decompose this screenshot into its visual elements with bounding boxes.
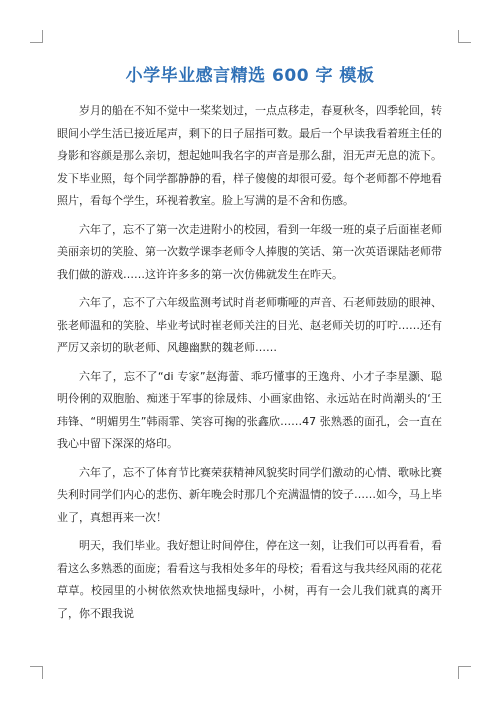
paragraph: 六年了，忘不了第一次走进附小的校园，看到一年级一班的桌子后面崔老师美丽亲切的笑脸、第一次数学课李老师令人捧腹的笑话、第一次英语课陆老师带我们做的游戏……这许许多多的第一次仿佛就发生在昨天。 <box>57 222 442 281</box>
paragraph: 六年了，忘不了“di 专家”赵海蕾、乖巧懂事的王逸舟、小才子李星灏、聪明伶俐的双胞胎、痴迷于军事的徐晟炜、小画家曲铭、永远站在时尚潮头的‘王玮锋、“明媚男生”韩雨霏、笑容可掬的张鑫欣……47 张熟悉的面孔，会一直在我心中留下深深的烙印。 <box>57 369 442 450</box>
crop-mark-bottom-right <box>458 666 471 679</box>
paragraph: 六年了，忘不了六年级监测考试时肖老师嘶哑的声音、石老师鼓励的眼神、张老师温和的笑脸、毕业考试时崔老师关注的目光、赵老师关切的叮咛……还有严厉又亲切的耿老师、风趣幽默的魏老师…… <box>57 296 442 354</box>
document-title: 小学毕业感言精选 600 字 模板 <box>125 66 375 86</box>
crop-mark-top-right <box>458 30 471 43</box>
paragraph: 明天，我们毕业。我好想让时间停住，停在这一刻，让我们可以再看看，看看这么多熟悉的面庞；看看这与我相处多年的母校；看看这与我共经风雨的花花草草。校园里的小树依然欢快地摇曳绿叶，小树，再有一会儿我们就真的离开了，你不跟我说 <box>57 539 442 620</box>
crop-mark-bottom-left <box>30 666 43 679</box>
paragraph: 岁月的船在不知不觉中一桨桨划过，一点点移走，春夏秋冬，四季轮回，转眼间小学生活已接近尾声，剩下的日子屈指可数。最后一个早读我看着班主任的身影和容颜是那么亲切，想起她叫我名字的声音是那么甜，泪无声无息的流下。发下毕业照，每个同学都静静的看，样子傻傻的却很可爱。每个老师都不停地看照片，看每个学生，环视着教室。脸上写满的是不舍和伤感。 <box>57 104 442 207</box>
document-body <box>57 100 442 631</box>
crop-mark-top-left <box>30 30 43 43</box>
paragraph: 六年了，忘不了体育节比赛荣获精神风貌奖时同学们激动的心情、歌咏比赛失利时同学们内心的悲伤、新年晚会时那几个充满温情的饺子……如今，马上毕业了，真想再来一次！ <box>57 465 442 524</box>
